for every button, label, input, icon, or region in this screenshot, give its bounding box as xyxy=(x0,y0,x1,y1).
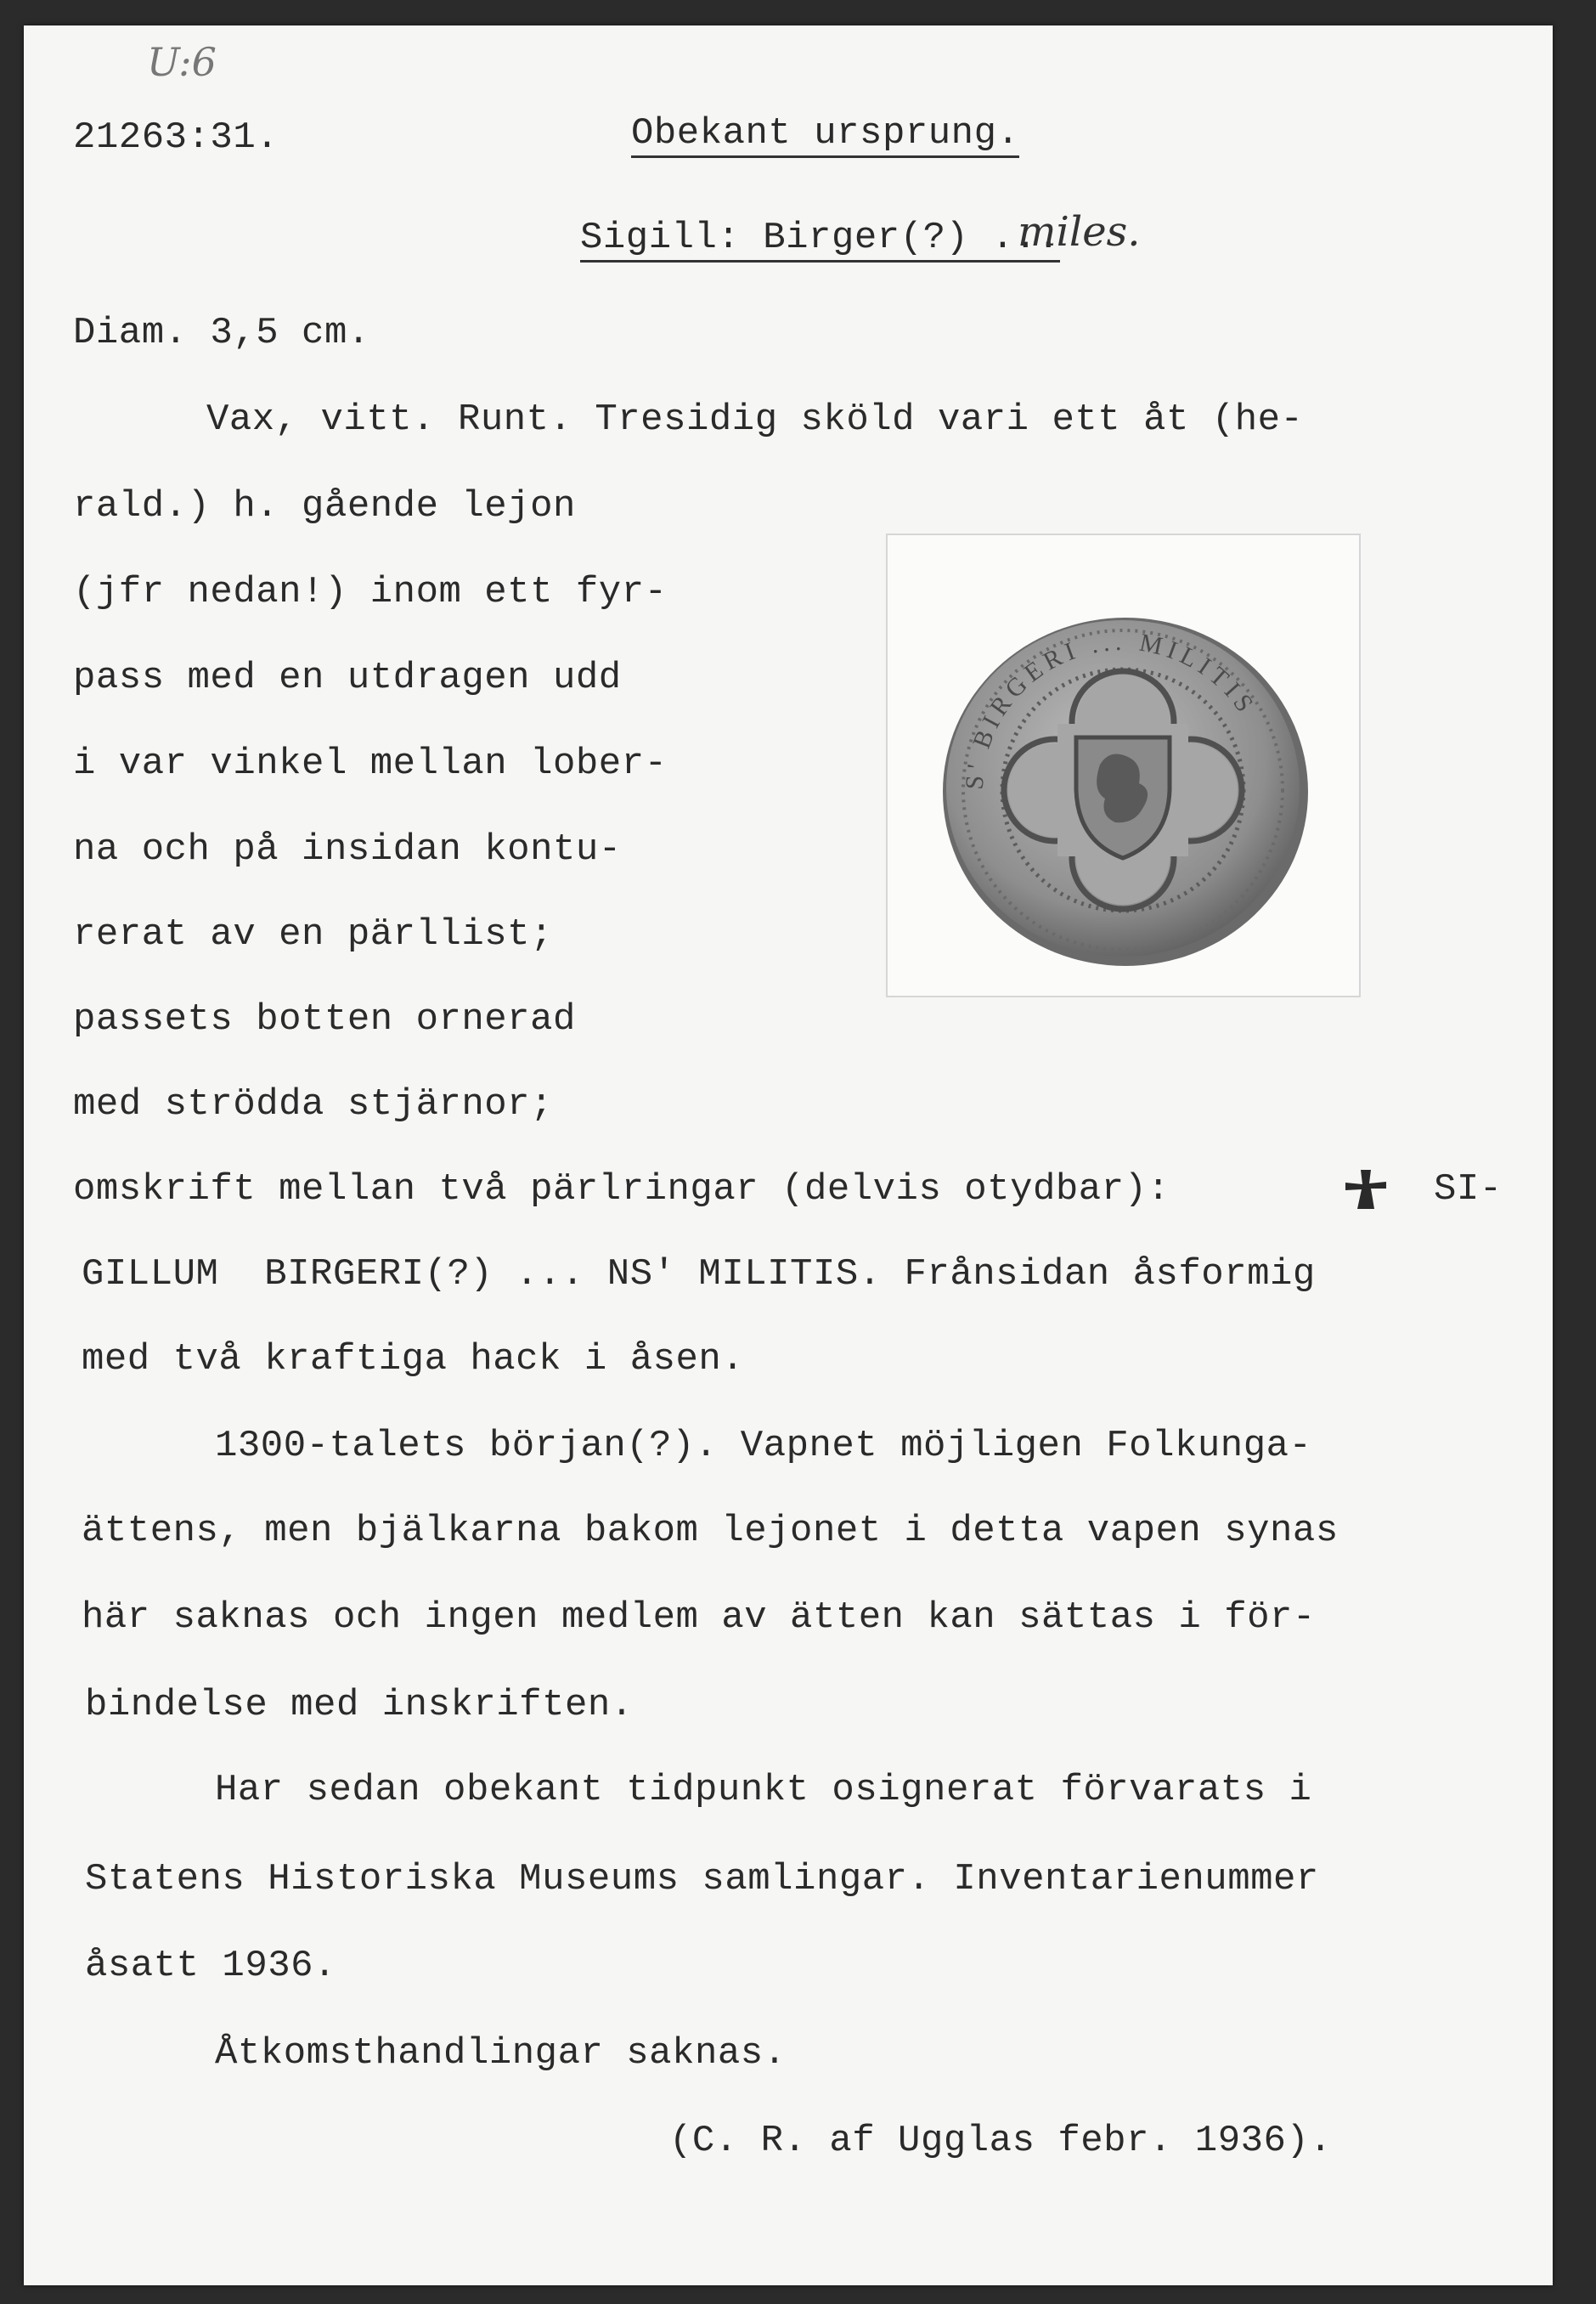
text-line: pass med en utdragen udd xyxy=(73,657,622,699)
cross-icon xyxy=(1340,1166,1391,1214)
catalog-number: 21263:31. xyxy=(73,116,279,159)
text-line: med två kraftiga hack i åsen. xyxy=(82,1338,745,1381)
text-line: na och på insidan kontu- xyxy=(73,828,622,871)
text-line: passets botten ornerad xyxy=(73,998,576,1041)
archive-card xyxy=(24,25,1553,2285)
text-line: Diam. 3,5 cm. xyxy=(73,312,370,354)
text-line: ättens, men bjälkarna bakom lejonet i detta vapen synas xyxy=(82,1510,1339,1552)
text-line: här saknas och ingen medlem av ätten kan sättas i för- xyxy=(82,1596,1316,1639)
text-line: bindelse med inskriften. xyxy=(85,1684,634,1726)
card-heading: Obekant ursprung. xyxy=(631,115,1019,158)
text-line: GILLUM BIRGERI(?) ... NS′ MILITIS. Frånsidan åsformig xyxy=(82,1253,1316,1296)
text-line: (jfr nedan!) inom ett fyr- xyxy=(73,571,668,613)
seal-legend: S' BIRGERI ... MILITIS xyxy=(960,627,1262,791)
card-subheading: Sigill: Birger(?) ... xyxy=(580,219,1060,263)
seal-image xyxy=(888,535,1359,996)
text-line: Statens Historiska Museums samlingar. Inventarienummer xyxy=(85,1858,1319,1900)
text-line: 1300-talets början(?). Vapnet möjligen Folkunga- xyxy=(215,1425,1312,1467)
text-line: SI- xyxy=(1434,1168,1503,1211)
text-line: i var vinkel mellan lober- xyxy=(73,743,668,785)
handwritten-mark: U:6 xyxy=(147,39,217,85)
text-line: med strödda stjärnor; xyxy=(73,1083,553,1126)
seal-photo xyxy=(886,534,1361,997)
text-line: Har sedan obekant tidpunkt osignerat förvarats i xyxy=(215,1769,1312,1811)
text-line: Vax, vitt. Runt. Tresidig sköld vari ett åt (he- xyxy=(206,398,1304,441)
text-line: rerat av en pärllist; xyxy=(73,913,553,956)
text-line: rald.) h. gående lejon xyxy=(73,485,576,528)
text-line: omskrift mellan två pärlringar (delvis otydbar): xyxy=(73,1168,1170,1211)
text-line: (C. R. af Ugglas febr. 1936). xyxy=(669,2120,1333,2162)
subheading-handwritten: miles. xyxy=(1018,208,1141,256)
text-line: Åtkomsthandlingar saknas. xyxy=(215,2032,787,2075)
text-line: åsatt 1936. xyxy=(85,1945,336,1987)
